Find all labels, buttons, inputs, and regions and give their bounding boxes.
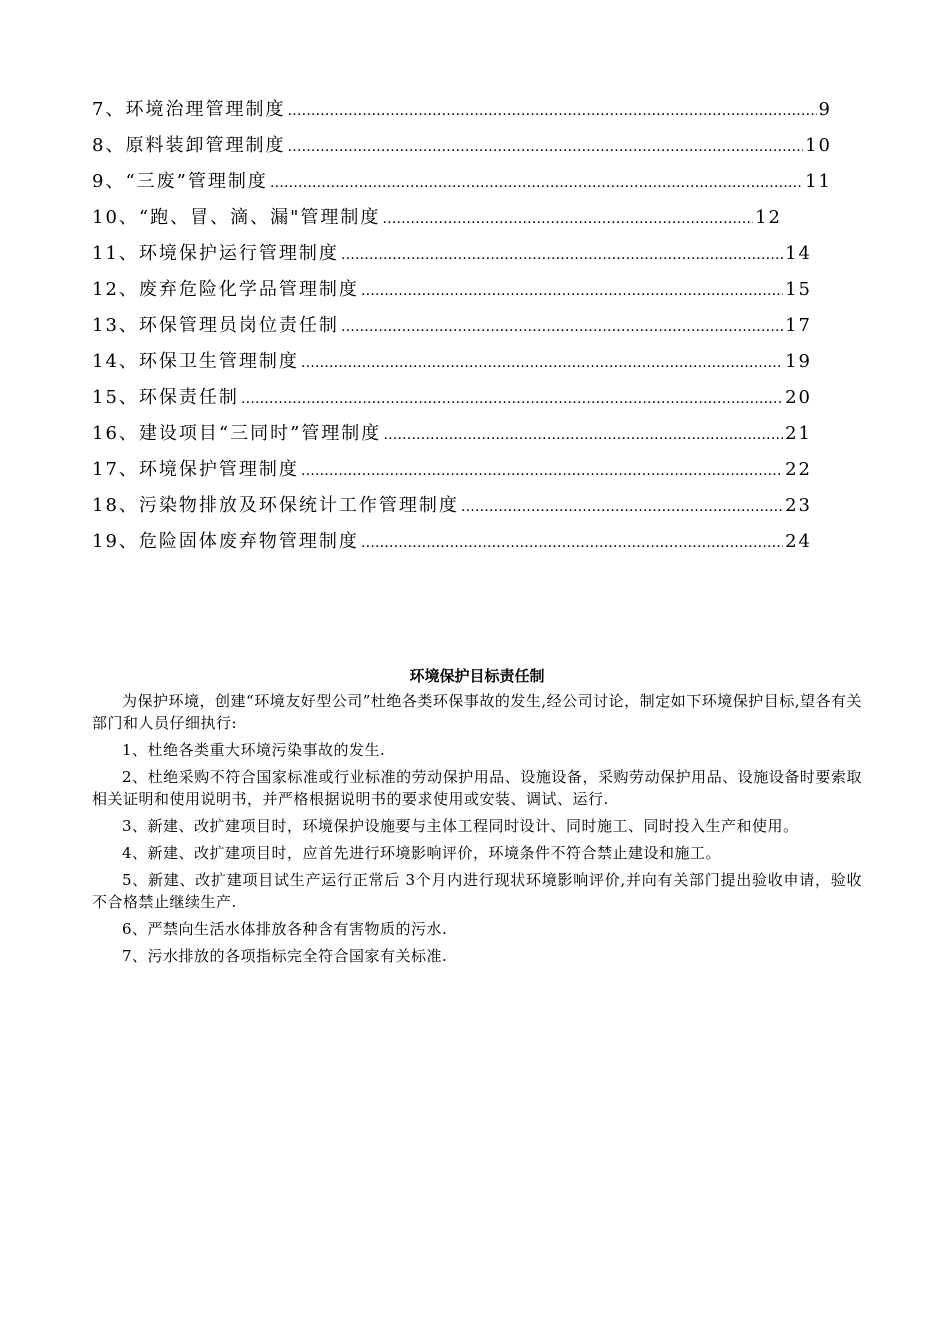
toc-entry-number: 15、 [92, 387, 139, 408]
intro-paragraph: 为保护环境，创建“环境友好型公司”杜绝各类环保事故的发生,经公司讨论，制定如下环境保护目标,望各有关部门和人员仔细执行: [92, 692, 862, 732]
toc-leader-dots [461, 489, 783, 525]
toc-entry-title: 原料装卸管理制度 [125, 135, 286, 156]
target-item: 2、杜绝采购不符合国家标准或行业标准的劳动保护用品、设施设备，采购劳动保护用品、设施设备时要索取相关证明和使用说明书，并严格根据说明书的要求使用或安装、调试、运行. [92, 768, 862, 808]
toc-entry-number: 8、 [92, 135, 126, 156]
toc-entry-title: “跑、冒、滴、漏"管理制度 [138, 207, 381, 228]
toc-entry-number: 13、 [92, 315, 139, 336]
target-item: 3、新建、改扩建项目时，环境保护设施要与主体工程同时设计、同时施工、同时投入生产和使用。 [122, 817, 799, 835]
toc-entry-title: 建设项目“三同时”管理制度 [138, 423, 382, 444]
toc-entry[interactable] [92, 92, 832, 128]
toc-entry-page: 14 [785, 243, 812, 264]
toc-leader-dots [341, 309, 783, 345]
toc-entry[interactable] [92, 416, 832, 452]
toc-entry-number: 9、 [92, 171, 126, 192]
toc-entry[interactable] [92, 344, 832, 380]
toc-entry-number: 17、 [92, 459, 139, 480]
section-title: 环境保护目标责任制 [409, 667, 545, 685]
toc-entry-title: 废弃危险化学品管理制度 [138, 279, 359, 300]
toc-leader-dots [341, 237, 783, 273]
toc-entry-title: 环境保护管理制度 [138, 459, 299, 480]
toc-leader-dots [383, 417, 783, 453]
toc-entry-page: 24 [785, 531, 812, 552]
toc-leader-dots [382, 201, 753, 237]
toc-entry-title: 污染物排放及环保统计工作管理制度 [138, 495, 459, 516]
toc-leader-dots [241, 381, 783, 417]
toc-entry-page: 23 [785, 495, 812, 516]
toc-entry-title: 环境治理管理制度 [125, 99, 286, 120]
toc-leader-dots [287, 129, 803, 165]
toc-entry-number: 12、 [92, 279, 139, 300]
toc-entry[interactable] [92, 128, 832, 164]
toc-entry[interactable] [92, 488, 832, 524]
toc-entry-number: 18、 [92, 495, 139, 516]
toc-entry[interactable] [92, 272, 832, 308]
table-of-contents [92, 92, 832, 560]
target-item: 1、杜绝各类重大环境污染事故的发生. [122, 741, 386, 759]
toc-leader-dots [301, 453, 783, 489]
toc-entry-title: 危险固体废弃物管理制度 [138, 531, 359, 552]
toc-leader-dots [301, 345, 783, 381]
toc-entry-number: 19、 [92, 531, 139, 552]
toc-entry[interactable] [92, 380, 832, 416]
toc-entry-number: 16、 [92, 423, 139, 444]
toc-entry-number: 10、 [92, 207, 139, 228]
toc-leader-dots [287, 93, 816, 129]
toc-entry-page: 21 [785, 423, 812, 444]
toc-leader-dots [361, 525, 783, 561]
target-item: 7、污水排放的各项指标完全符合国家有关标准. [122, 947, 448, 965]
target-item: 4、新建、改扩建项目时，应首先进行环境影响评价，环境条件不符合禁止建设和施工。 [122, 844, 722, 862]
toc-entry-page: 9 [818, 99, 832, 120]
toc-entry-page: 17 [785, 315, 812, 336]
toc-entry-title: 环保管理员岗位责任制 [138, 315, 339, 336]
toc-entry[interactable] [92, 524, 832, 560]
toc-entry-number: 7、 [92, 99, 126, 120]
toc-entry[interactable] [92, 308, 832, 344]
target-responsibility-section [92, 664, 862, 967]
target-item: 5、新建、改扩建项目试生产运行正常后 3个月内进行现状环境影响评价,并向有关部门提出验收申请，验收不合格禁止继续生产. [92, 871, 862, 911]
toc-entry-title: 环境保护运行管理制度 [138, 243, 339, 264]
toc-entry[interactable] [92, 452, 832, 488]
toc-entry-number: 11、 [92, 243, 139, 264]
toc-entry-page: 11 [805, 171, 832, 192]
toc-entry-page: 20 [785, 387, 812, 408]
toc-entry-page: 10 [805, 135, 832, 156]
toc-entry[interactable] [92, 164, 832, 200]
toc-leader-dots [361, 273, 783, 309]
toc-leader-dots [270, 165, 803, 201]
target-item: 6、严禁向生活水体排放各种含有害物质的污水. [122, 920, 448, 938]
toc-entry-title: 环保卫生管理制度 [138, 351, 299, 372]
toc-entry-title: 环保责任制 [138, 387, 239, 408]
toc-entry-page: 12 [755, 207, 782, 228]
toc-entry[interactable] [92, 200, 832, 236]
toc-entry-number: 14、 [92, 351, 139, 372]
toc-entry-page: 19 [785, 351, 812, 372]
toc-entry[interactable] [92, 236, 832, 272]
toc-entry-page: 22 [785, 459, 812, 480]
toc-entry-title: “三废”管理制度 [125, 171, 268, 192]
toc-entry-page: 15 [785, 279, 812, 300]
